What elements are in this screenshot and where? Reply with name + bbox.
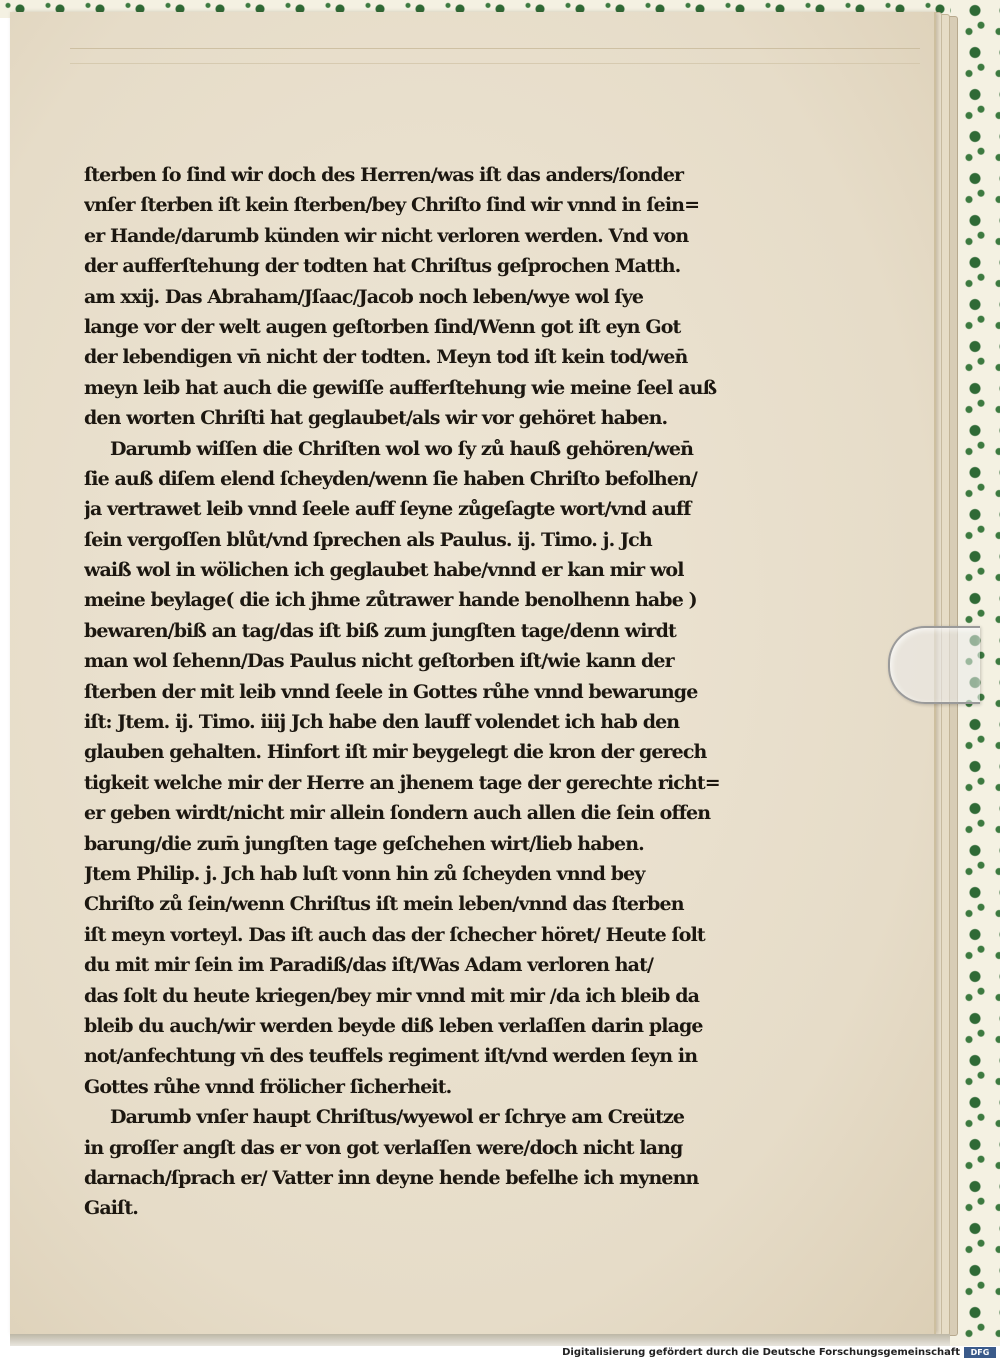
page-edge-lines — [70, 48, 920, 64]
text-line-paragraph-start: Darumb wiſſen die Chriſten wol wo ſy zů hauß gehören/wen̄ — [110, 437, 694, 460]
text-line: den worten Chriſti hat geglaubet/als wir vor gehöret haben. — [84, 407, 668, 430]
text-line: iſt: Jtem. ij. Timo. iiij Jch habe den lauff volendet ich hab den — [84, 711, 680, 734]
text-line: tigkeit welche mir der Herre an jhenem tage der gerechte richt= — [84, 771, 720, 794]
text-line: am xxij. Das Abraham/Jſaac/Jacob noch leben/wye wol ſye — [84, 285, 644, 308]
page-text-block — [84, 160, 774, 1224]
dfg-logo: DFG — [964, 1347, 996, 1358]
text-line: ſterben der mit leib vnnd ſeele in Gottes růhe vnnd bewarunge — [84, 680, 698, 703]
text-line: not/anfechtung vn̄ des teuffels regiment iſt/vnd werden ſeyn in — [84, 1045, 698, 1068]
text-line: ſein vergoſſen blůt/vnd ſprechen als Paulus. ij. Timo. j. Jch — [84, 528, 652, 551]
text-line: man wol ſehenn/Das Paulus nicht geſtorben iſt/wie kann der — [84, 650, 674, 673]
text-line: Gaiſt. — [84, 1197, 138, 1220]
text-line: er Hande/darumb künden wir nicht verloren werden. Vnd von — [84, 224, 689, 247]
text-line: waiß wol in wölichen ich geglaubet habe/vnnd er kan mir wol — [84, 559, 684, 582]
page-clip-icon — [888, 626, 980, 704]
text-line: Chriſto zů ſein/wenn Chriſtus iſt mein leben/vnnd das ſterben — [84, 893, 684, 916]
text-line: glauben gehalten. Hinfort iſt mir beygelegt die kron der gerech — [84, 741, 707, 764]
text-line: darnach/ſprach er/ Vatter inn deyne hende befelhe ich mynenn — [84, 1166, 699, 1189]
text-line: in groſſer angſt das er von got verlaſſen were/doch nicht lang — [84, 1136, 683, 1159]
text-line: der lebendigen vn̄ nicht der todten. Meyn tod iſt kein tod/wen̄ — [84, 346, 688, 369]
text-line: lange vor der welt augen geſtorben ſind/Wenn got iſt eyn Got — [84, 315, 681, 338]
page-bottom-shadow — [10, 1334, 950, 1346]
text-line: das ſolt du heute kriegen/bey mir vnnd mit mir /da ich bleib da — [84, 984, 700, 1007]
text-line: barung/die zum̄ jungſten tage geſchehen wirt/lieb haben. — [84, 832, 644, 855]
text-line: ja vertrawet leib vnnd ſeele auff ſeyne zůgeſagte wort/vnd auff — [84, 498, 691, 521]
text-line: iſt meyn vorteyl. Das iſt auch das der ſchecher höret/ Heute ſolt — [84, 923, 705, 946]
footer-bar — [0, 1346, 1000, 1359]
text-line: du mit mir ſein im Paradiß/das iſt/Was Adam verloren hat/ — [84, 954, 653, 977]
text-line: Jtem Philip. j. Jch hab luſt vonn hin zů ſcheyden vnnd bey — [84, 862, 645, 885]
text-line: ſie auß diſem elend ſcheyden/wenn ſie haben Chriſto befolhen/ — [84, 467, 697, 490]
text-line: der aufferſtehung der todten hat Chriſtus geſprochen Matth. — [84, 255, 681, 278]
text-line: meyn leib hat auch die gewiſſe aufferſtehung wie meine ſeel auß — [84, 376, 717, 399]
text-line: meine beylage( die ich jhme zůtrawer hande benolhenn habe ) — [84, 589, 697, 612]
text-line: er geben wirdt/nicht mir allein ſondern auch allen die ſein offen — [84, 802, 711, 825]
text-line: vnſer ſterben iſt kein ſterben/bey Chriſto ſind wir vnnd in ſein= — [84, 194, 700, 217]
text-line: ſterben ſo ſind wir doch des Herren/was iſt das anders/ſonder — [84, 164, 684, 186]
text-line: bewaren/biß an tag/das iſt biß zum jungſten tage/denn wirdt — [84, 619, 676, 642]
text-line: Gottes růhe vnnd frölicher ſicherheit. — [84, 1075, 452, 1098]
funding-credit: Digitalisierung gefördert durch die Deutsche Forschungsgemeinschaft — [562, 1347, 960, 1358]
text-line: bleib du auch/wir werden beyde diß leben verlaſſen darin plage — [84, 1014, 703, 1037]
text-line-paragraph-start: Darumb vnſer haupt Chriſtus/wyewol er ſchrye am Creütze — [110, 1106, 685, 1129]
